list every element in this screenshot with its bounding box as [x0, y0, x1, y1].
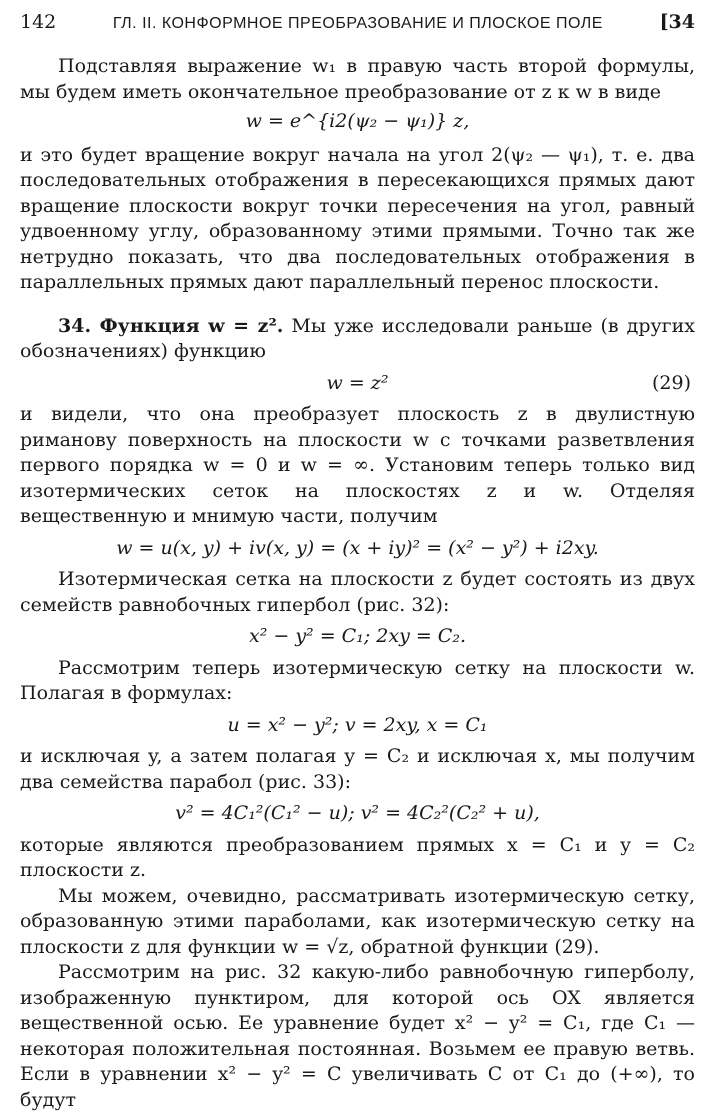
paragraph-8: Мы можем, очевидно, рассматривать изотермическую сетку, образованную этими параболами, как изотермическую сетку на плоскости z для функции w = √z, обратной функции (29). — [20, 884, 695, 958]
formula-rotation: w = e^{i2(ψ₂ − ψ₁)} z, — [245, 110, 470, 132]
paragraph-1: Подставляя выражение w₁ в правую часть второй формулы, мы будем иметь окончательное преобразование от z к w в виде — [20, 55, 695, 103]
paragraph-5: Рассмотрим теперь изотермическую сетку на плоскости w. Полагая в формулах: — [20, 656, 695, 704]
paragraph-3: и видели, что она преобразует плоскость z в двулистную риманову поверхность на плоскости w с точками разветвления первого порядка w = 0 и w = ∞. Установим теперь только вид изотермических сеток на плоскостях z и w. Отделяя вещественную и мнимую части, получим — [20, 403, 695, 527]
formula-expansion: w = u(x, y) + iv(x, y) = (x + iy)² = (x² − y²) + i2xy. — [116, 536, 599, 559]
section-34-text: Мы уже исследовали раньше (в других обозначениях) функцию — [20, 314, 696, 362]
running-header — [20, 10, 695, 38]
formula-29 — [20, 371, 695, 397]
formula-uv: u = x² − y²; v = 2xy, x = C₁ — [227, 713, 488, 736]
section-mark: [34 — [659, 11, 695, 33]
paragraph-9: Рассмотрим на рис. 32 какую-либо равнобочную гиперболу, изображенную пунктиром, для которой ось OX является вещественной осью. Ее уравнение будет x² − y² = C₁, где C₁ — некоторая положительная постоянная. Возьмем ее правую ветвь. Если в уравнении x² − y² = C увеличивать C от C₁ до (+∞), то будут — [20, 961, 695, 1111]
chapter-title: ГЛ. II. КОНФОРМНОЕ ПРЕОБРАЗОВАНИЕ И ПЛОСКОЕ ПОЛЕ — [112, 15, 603, 32]
equation-number-29: (29) — [651, 371, 691, 394]
formula-hyperbolas: x² − y² = C₁; 2xy = C₂. — [248, 625, 466, 647]
paragraph-6: и исключая y, а затем полагая y = C₂ и исключая x, мы получим два семейства парабол (рис. 33): — [20, 745, 695, 793]
paragraph-7: которые являются преобразованием прямых x = C₁ и y = C₂ плоскости z. — [20, 833, 695, 881]
formula-parabolas: v² = 4C₁²(C₁² − u); v² = 4C₂²(C₂² + u), — [175, 802, 540, 824]
section-34 — [20, 314, 695, 365]
paragraph-2: и это будет вращение вокруг начала на угол 2(ψ₂ — ψ₁), т. е. два последовательных отображения в пересекающихся прямых дают вращение плоскости вокруг точки пересечения на угол, равный удвоенному углу, образованному этими прямыми. Точно так же нетрудно показать, что два последовательных отображения в параллельных прямых дают параллельный перенос плоскости. — [20, 143, 695, 293]
paragraph-4: Изотермическая сетка на плоскости z будет состоять из двух семейств равнобочных гипербол (рис. 32): — [20, 568, 695, 616]
formula-29-body: w = z² — [326, 371, 389, 394]
page-number: 142 — [20, 11, 57, 33]
section-34-heading: 34. Функция w = z². — [58, 314, 284, 337]
